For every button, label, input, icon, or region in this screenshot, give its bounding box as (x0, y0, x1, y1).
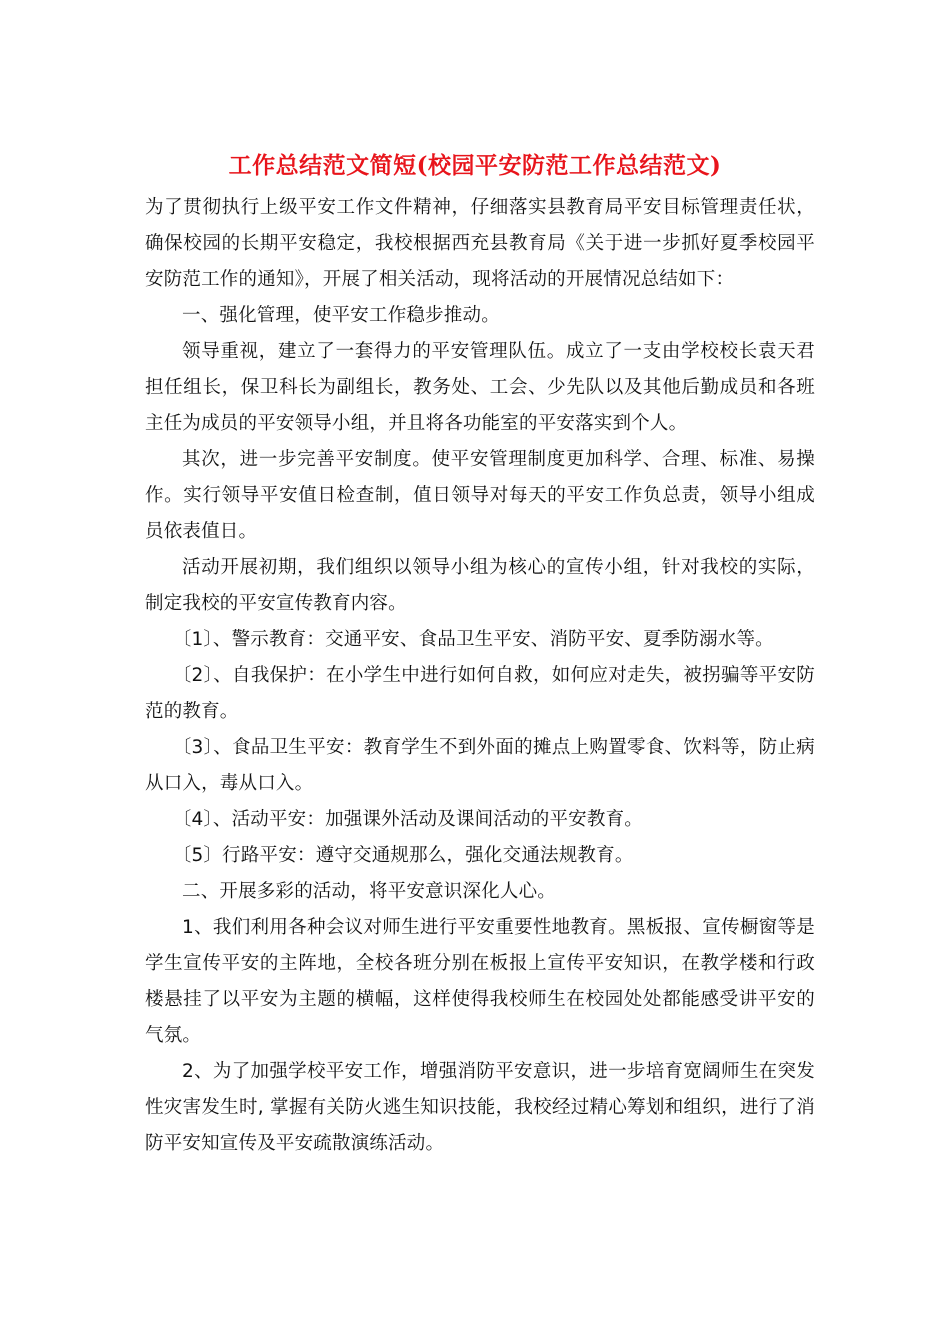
section-heading-2: 二、开展多彩的活动，将平安意识深化人心。 (182, 881, 557, 902)
list-item-2: 〔2〕、自我保护：在小学生中进行如何自救，如何应对走失，被拐骗等平安防范的教育。 (145, 665, 815, 722)
paragraph-education: 1、我们利用各种会议对师生进行平安重要性地教育。黑板报、宣传橱窗等是学生宣传平安的主阵地，全校各班分别在板报上宣传平安知识，在教学楼和行政楼悬挂了以平安为主题的横幅，这样使得我校师生在校园处处都能感受讲平安的气氛。 (145, 917, 815, 1046)
paragraph-initial-activity: 活动开展初期，我们组织以领导小组为核心的宣传小组，针对我校的实际，制定我校的平安宣传教育内容。 (145, 557, 815, 614)
paragraph-intro: 为了贯彻执行上级平安工作文件精神，仔细落实县教育局平安目标管理责任状，确保校园的长期平安稳定，我校根据西充县教育局《关于进一步抓好夏季校园平安防范工作的通知》，开展了相关活动，现将活动的开展情况总结如下： (145, 197, 815, 290)
section-heading-1: 一、强化管理，使平安工作稳步推动。 (182, 305, 500, 326)
list-item-5: 〔5〕行路平安：遵守交通规那么，强化交通法规教育。 (172, 845, 634, 866)
list-item-4: 〔4〕、活动平安：加强课外活动及课间活动的平安教育。 (172, 809, 643, 830)
paragraph-leadership: 领导重视，建立了一套得力的平安管理队伍。成立了一支由学校校长袁天君担任组长，保卫科长为副组长，教务处、工会、少先队以及其他后勤成员和各班主任为成员的平安领导小组，并且将各功能室的平安落实到个人。 (145, 341, 815, 434)
paragraph-system: 其次，进一步完善平安制度。使平安管理制度更加科学、合理、标准、易操作。实行领导平安值日检查制，值日领导对每天的平安工作负总责，领导小组成员依表值日。 (145, 449, 815, 542)
list-item-3: 〔3〕、食品卫生平安：教育学生不到外面的摊点上购置零食、饮料等，防止病从口入，毒从口入。 (145, 737, 815, 794)
document-body (145, 190, 815, 1162)
paragraph-fire-drill: 2、为了加强学校平安工作，增强消防平安意识，进一步培育宽阔师生在突发性灾害发生时, 掌握有关防火逃生知识技能，我校经过精心筹划和组织，进行了消防平安知宣传及平安疏散演练活动。 (145, 1061, 815, 1154)
document-title: 工作总结范文简短(校园平安防范工作总结范文) (228, 152, 722, 179)
list-item-1: 〔1〕、警示教育：交通平安、食品卫生平安、消防平安、夏季防溺水等。 (172, 629, 774, 650)
